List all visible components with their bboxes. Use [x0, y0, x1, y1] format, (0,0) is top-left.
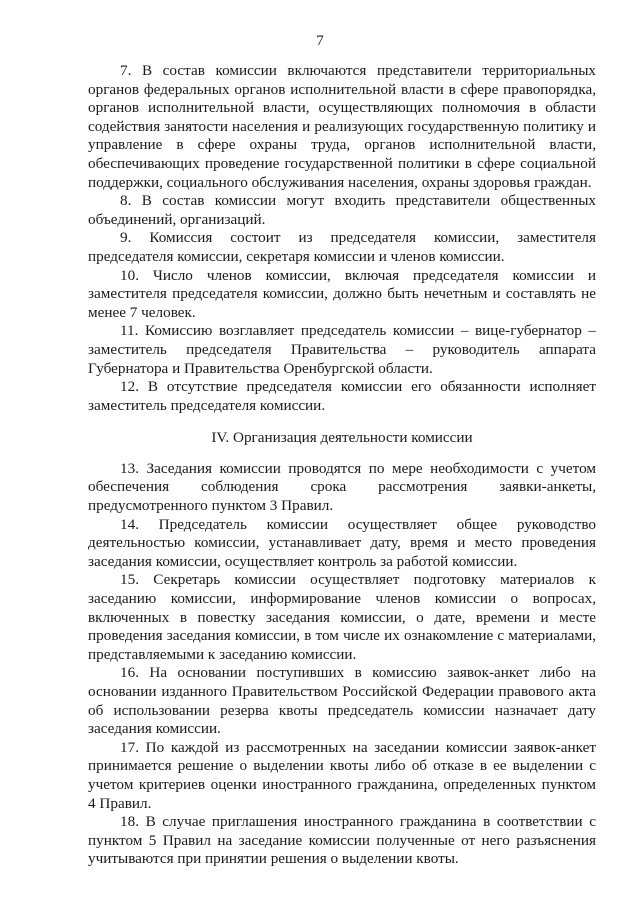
paragraph-10: 10. Число членов комиссии, включая председателя комиссии и заместителя председателя комиссии, должно быть нечетным и составлять не менее 7 человек.	[88, 266, 596, 321]
section-heading: IV. Организация деятельности комиссии	[211, 429, 473, 447]
paragraph-9: 9. Комиссия состоит из председателя комиссии, заместителя председателя комиссии, секретаря комиссии и членов комиссии.	[88, 229, 596, 265]
paragraph-14: 14. Председатель комиссии осуществляет общее руководство деятельностью комиссии, устанавливает дату, время и место проведения заседания комиссии, осуществляет контроль за работой комиссии.	[88, 515, 596, 570]
paragraph-12: 12. В отсутствие председателя комиссии его обязанности исполняет заместитель председателя комиссии.	[88, 378, 596, 414]
document-body	[88, 62, 596, 869]
paragraph-13: 13. Заседания комиссии проводятся по мере необходимости с учетом обеспечения соблюдения срока рассмотрения заявки-анкеты, предусмотренного пунктом 3 Правил.	[88, 459, 596, 515]
paragraph-18: 18. В случае приглашения иностранного гражданина в соответствии с пунктом 5 Правил на заседание комиссии полученные от него разъяснения учитываются при принятии решения о выделении квоты.	[88, 813, 596, 868]
paragraph-17: 17. По каждой из рассмотренных на заседании комиссии заявок-анкет принимается решение о выделении квоты либо об отказе в ее выделении с учетом критериев оценки иностранного гражданина, определенных пунктом 4 Правил.	[88, 738, 596, 812]
spacer	[88, 448, 596, 460]
paragraph-15: 15. Секретарь комиссии осуществляет подготовку материалов к заседанию комиссии, информирование членов комиссии о вопросах, включенных в повестку заседания комиссии, о дате, времени и месте проведения заседания комиссии, в том числе их ознакомление с материалами, представляемыми к заседанию комиссии.	[88, 571, 596, 663]
paragraph-7: 7. В состав комиссии включаются представители территориальных органов федеральных органов исполнительной власти в сфере правопорядка, органов исполнительной власти, осуществляющих полномочия в области содействия занятости населения и реализующих государственную политику и управление в сфере охраны труда, органов исполнительной власти, обеспечивающих проведение государственной политики в сфере социальной поддержки, социального обслуживания населения, охраны здоровья граждан.	[88, 62, 596, 191]
paragraph-11: 11. Комиссию возглавляет председатель комиссии – вице-губернатор – заместитель председателя Правительства – руководитель аппарата Губернатора и Правительства Оренбургской области.	[88, 322, 596, 377]
paragraph-8: 8. В состав комиссии могут входить представители общественных объединений, организаций.	[88, 192, 596, 228]
paragraph-16: 16. На основании поступивших в комиссию заявок-анкет либо на основании изданного Правительством Российской Федерации правового акта об использовании резерва квоты председатель комиссии назначает дату заседания комиссии.	[88, 664, 596, 738]
page-number: 7	[316, 33, 324, 49]
spacer	[88, 415, 596, 429]
